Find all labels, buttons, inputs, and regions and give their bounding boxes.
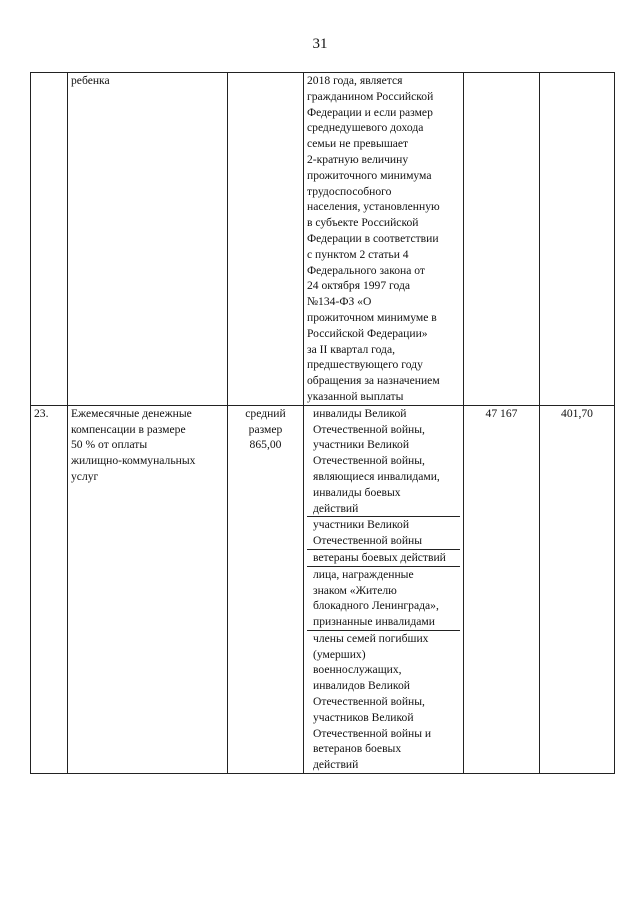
- row-number-cell: [31, 73, 68, 406]
- recipient-count-cell: 47 167: [464, 405, 540, 773]
- recipient-categories-cell: [304, 405, 464, 773]
- amount-cell: [540, 73, 615, 406]
- amount-cell: 401,70: [540, 405, 615, 773]
- table-row-continued: [31, 73, 615, 406]
- payment-size-cell: средний размер 865,00: [228, 405, 304, 773]
- recipient-category-item: члены семей погибших (умерших) военнослужащих, инвалидов Великой Отечественной войны, участников Великой Отечественной войны и ветеранов боевых действий: [307, 630, 460, 773]
- recipient-category-item: лица, награжденные знаком «Жителю блокадного Ленинграда», признанные инвалидами: [307, 566, 460, 630]
- recipient-category-item: участники Великой Отечественной войны: [307, 516, 460, 549]
- row-number-cell: 23.: [31, 405, 68, 773]
- measure-name-cell: Ежемесячные денежные компенсации в размере 50 % от оплаты жилищно-коммунальных услуг: [68, 405, 228, 773]
- recipient-category-cell: 2018 года, является гражданином Российской Федерации и если размер среднедушевого дохода семьи не превышает 2-кратную величину прожиточного минимума трудоспособного населения, установленную в субъекте Российской Федерации в соответствии с пунктом 2 статьи 4 Федерального закона от 24 октября 1997 года №134-ФЗ «О прожиточном минимуме в Российской Федерации» за II квартал года, предшествующего году обращения за назначением указанной выплаты: [304, 73, 464, 406]
- recipient-count-cell: [464, 73, 540, 406]
- recipient-category-item: ветераны боевых действий: [307, 549, 460, 566]
- recipient-category-item: инвалиды Великой Отечественной войны, участники Великой Отечественной войны, являющиеся инвалидами, инвалиды боевых действий: [313, 406, 440, 515]
- benefits-table: [30, 72, 615, 774]
- table-row-23: [31, 405, 615, 773]
- measure-name-cell: ребенка: [68, 73, 228, 406]
- payment-size-cell: [228, 73, 304, 406]
- page-number: 31: [312, 36, 328, 52]
